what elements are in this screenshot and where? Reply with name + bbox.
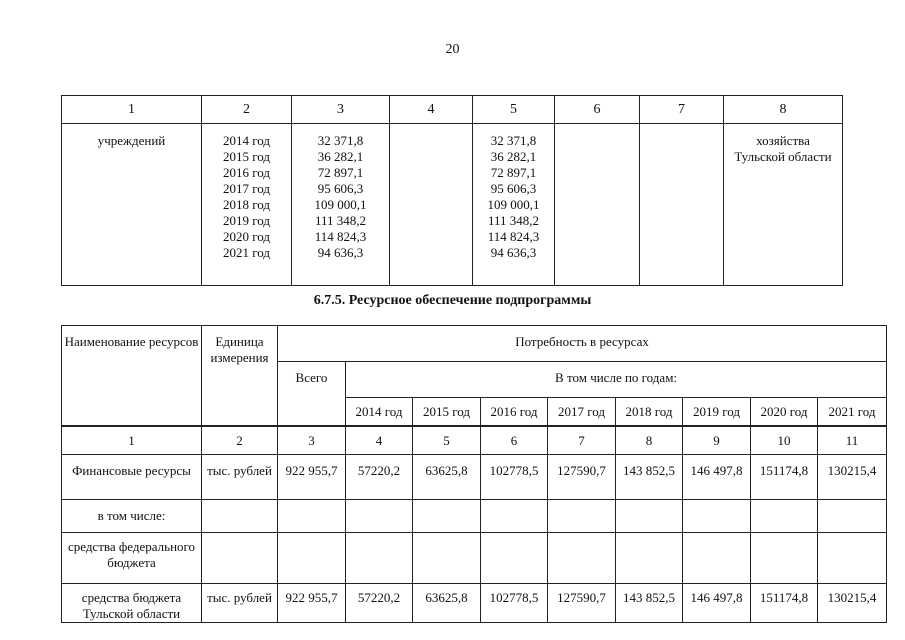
- t1-total-cell: [292, 124, 390, 286]
- empty-cell: [346, 500, 413, 533]
- page-number: 20: [445, 42, 460, 57]
- t1-header-8: 8: [724, 96, 843, 124]
- empty-cell: [202, 533, 278, 584]
- t1-header-3: 3: [292, 96, 390, 124]
- row-financial-value: 127590,7: [548, 455, 616, 500]
- empty-cell: [751, 533, 818, 584]
- row-financial-value: 151174,8: [751, 455, 818, 500]
- value: 109 000,1: [487, 197, 540, 212]
- section-title: 6.7.5. Ресурсное обеспечение подпрограммы: [313, 293, 592, 308]
- row-financial-value: 57220,2: [346, 455, 413, 500]
- header-year: 2014 год: [346, 398, 413, 427]
- year: 2014 год: [223, 133, 270, 148]
- row-regional-value: 146 497,8: [683, 584, 751, 623]
- continuation-table: [61, 95, 843, 286]
- value: 109 000,1: [314, 197, 367, 212]
- value: 32 371,8: [490, 133, 537, 148]
- header-unit: Единица измерения: [202, 326, 278, 427]
- t1-header-5: 5: [473, 96, 555, 124]
- value: 111 348,2: [487, 213, 540, 228]
- empty-cell: [616, 533, 683, 584]
- t1-header-6: 6: [555, 96, 640, 124]
- header-year: 2017 год: [548, 398, 616, 427]
- header-year: 2021 год: [818, 398, 887, 427]
- empty-cell: [683, 500, 751, 533]
- row-regional-value: 151174,8: [751, 584, 818, 623]
- header-resource-need: Потребность в ресурсах: [278, 326, 887, 362]
- t1-executor-cell: [724, 124, 843, 286]
- t1-regional-cell: [473, 124, 555, 286]
- year: 2015 год: [223, 149, 270, 164]
- empty-cell: [548, 533, 616, 584]
- value: 32 371,8: [317, 133, 364, 148]
- t1-empty-cell: [390, 124, 473, 286]
- value: 95 606,3: [317, 181, 364, 196]
- row-including-label: в том числе:: [62, 500, 202, 533]
- row-financial-value: 146 497,8: [683, 455, 751, 500]
- header-by-years: В том числе по годам:: [346, 362, 887, 398]
- year: 2020 год: [223, 229, 270, 244]
- t1-empty-cell: [640, 124, 724, 286]
- column-number: 10: [751, 426, 818, 455]
- header-year: 2018 год: [616, 398, 683, 427]
- row-regional-value: 102778,5: [481, 584, 548, 623]
- year: 2017 год: [223, 181, 270, 196]
- empty-cell: [481, 500, 548, 533]
- t1-empty-cell: [555, 124, 640, 286]
- empty-cell: [413, 500, 481, 533]
- header-year: 2019 год: [683, 398, 751, 427]
- empty-cell: [683, 533, 751, 584]
- column-number: 11: [818, 426, 887, 455]
- row-regional-value: 143 852,5: [616, 584, 683, 623]
- header-year: 2016 год: [481, 398, 548, 427]
- header-year: 2015 год: [413, 398, 481, 427]
- column-number: 8: [616, 426, 683, 455]
- column-number: 6: [481, 426, 548, 455]
- column-number: 5: [413, 426, 481, 455]
- row-regional-unit: тыс. рублей: [202, 584, 278, 623]
- row-financial-value: 102778,5: [481, 455, 548, 500]
- t1-years-cell: [202, 124, 292, 286]
- t1-header-2: 2: [202, 96, 292, 124]
- row-regional-value: 130215,4: [818, 584, 887, 623]
- row-financial-name: Финансовые ресурсы: [62, 455, 202, 500]
- empty-cell: [548, 500, 616, 533]
- value: 114 824,3: [487, 229, 540, 244]
- year: 2021 год: [223, 245, 270, 260]
- empty-cell: [616, 500, 683, 533]
- row-financial-unit: тыс. рублей: [202, 455, 278, 500]
- t1-header-7: 7: [640, 96, 724, 124]
- empty-cell: [751, 500, 818, 533]
- row-regional-name: средства бюджета Тульской области: [62, 584, 202, 623]
- row-regional-value: 127590,7: [548, 584, 616, 623]
- empty-cell: [202, 500, 278, 533]
- column-number: 2: [202, 426, 278, 455]
- row-financial-value: 130215,4: [818, 455, 887, 500]
- column-number: 9: [683, 426, 751, 455]
- t1-institution-cell: учреждений: [62, 124, 202, 286]
- text-line: хозяйства: [756, 133, 810, 148]
- value: 95 606,3: [490, 181, 537, 196]
- row-regional-value: 922 955,7: [278, 584, 346, 623]
- row-federal-name: средства федерального бюджета: [62, 533, 202, 584]
- column-number: 4: [346, 426, 413, 455]
- value: 36 282,1: [317, 149, 364, 164]
- value: 94 636,3: [490, 245, 537, 260]
- column-number: 1: [62, 426, 202, 455]
- value: 94 636,3: [317, 245, 364, 260]
- empty-cell: [278, 533, 346, 584]
- empty-cell: [413, 533, 481, 584]
- resource-table: [61, 325, 887, 623]
- row-regional-value: 57220,2: [346, 584, 413, 623]
- t1-header-4: 4: [390, 96, 473, 124]
- empty-cell: [481, 533, 548, 584]
- empty-cell: [278, 500, 346, 533]
- value: 111 348,2: [314, 213, 367, 228]
- value: 72 897,1: [490, 165, 537, 180]
- value: 114 824,3: [314, 229, 367, 244]
- row-regional-value: 63625,8: [413, 584, 481, 623]
- header-year: 2020 год: [751, 398, 818, 427]
- empty-cell: [818, 533, 887, 584]
- year: 2016 год: [223, 165, 270, 180]
- year: 2019 год: [223, 213, 270, 228]
- row-financial-value: 922 955,7: [278, 455, 346, 500]
- t1-header-1: 1: [62, 96, 202, 124]
- column-number: 7: [548, 426, 616, 455]
- row-financial-value: 143 852,5: [616, 455, 683, 500]
- header-total: Всего: [278, 362, 346, 427]
- empty-cell: [818, 500, 887, 533]
- header-resource-name: Наименование ресурсов: [62, 326, 202, 427]
- empty-cell: [346, 533, 413, 584]
- text-line: Тульской области: [734, 149, 832, 164]
- value: 36 282,1: [490, 149, 537, 164]
- value: 72 897,1: [317, 165, 364, 180]
- row-financial-value: 63625,8: [413, 455, 481, 500]
- column-number: 3: [278, 426, 346, 455]
- year: 2018 год: [223, 197, 270, 212]
